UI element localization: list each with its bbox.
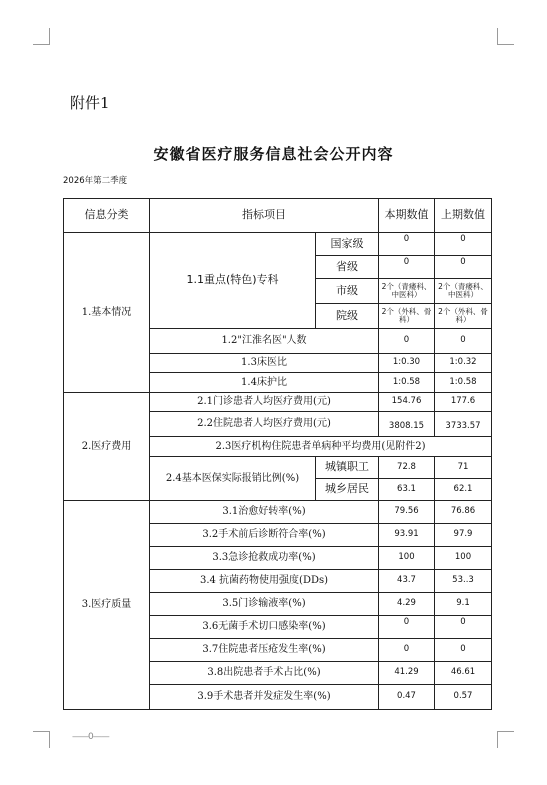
indicator-label: 3.6无菌手术切口感染率(%) xyxy=(150,616,379,639)
header-current: 本期数值 xyxy=(379,199,435,233)
current-value: 0.47 xyxy=(379,685,435,710)
previous-value: 2个（外科、骨科） xyxy=(435,304,492,329)
previous-value: 0 xyxy=(435,616,492,639)
current-value: 1:0.30 xyxy=(379,354,435,373)
specialty-label: 1.1重点(特色)专科 xyxy=(150,233,316,329)
reimbursement-item-label: 城镇职工 xyxy=(316,457,379,479)
previous-value: 0 xyxy=(435,233,492,256)
previous-value: 1:0.58 xyxy=(435,373,492,393)
indicator-label: 3.9手术患者并发症发生率(%) xyxy=(150,685,379,710)
current-value: 72.8 xyxy=(379,457,435,479)
indicator-label: 3.5门诊输液率(%) xyxy=(150,593,379,616)
current-value: 0 xyxy=(379,639,435,662)
table-row xyxy=(64,501,492,524)
current-value: 3808.15 xyxy=(379,412,435,437)
page-footer-mark: ——0—— xyxy=(72,732,109,742)
indicator-label: 3.4 抗菌药物使用强度(DDs) xyxy=(150,570,379,593)
previous-value: 46.61 xyxy=(435,662,492,685)
previous-value: 100 xyxy=(435,547,492,570)
crop-mark-top-right xyxy=(497,28,514,45)
category-quality: 3.医疗质量 xyxy=(64,501,150,710)
current-value: 2个（青痿科、中医科） xyxy=(379,279,435,304)
table-row xyxy=(64,233,492,256)
level-label: 市级 xyxy=(316,279,379,304)
previous-value: 177.6 xyxy=(435,393,492,412)
indicator-label: 2.1门诊患者人均医疗费用(元) xyxy=(150,393,379,412)
indicator-label: 3.1治愈好转率(%) xyxy=(150,501,379,524)
indicator-label: 3.8出院患者手术占比(%) xyxy=(150,662,379,685)
table-header-row xyxy=(64,199,492,233)
info-table xyxy=(63,198,492,710)
previous-value: 2个（青痿科、中医科） xyxy=(435,279,492,304)
report-period: 2026年第二季度 xyxy=(63,176,128,186)
header-category: 信息分类 xyxy=(64,199,150,233)
previous-value: 9.1 xyxy=(435,593,492,616)
indicator-label: 3.2手术前后诊断符合率(%) xyxy=(150,524,379,547)
crop-mark-bottom-left xyxy=(33,731,50,748)
previous-value: 1:0.32 xyxy=(435,354,492,373)
current-value: 79.56 xyxy=(379,501,435,524)
category-cost: 2.医疗费用 xyxy=(64,393,150,501)
header-previous: 上期数值 xyxy=(435,199,492,233)
current-value: 0 xyxy=(379,616,435,639)
indicator-label: 3.3急诊抢救成功率(%) xyxy=(150,547,379,570)
document-title: 安徽省医疗服务信息社会公开内容 xyxy=(153,145,394,163)
level-label: 省级 xyxy=(316,256,379,279)
current-value: 63.1 xyxy=(379,479,435,501)
previous-value: 97.9 xyxy=(435,524,492,547)
indicator-label: 1.2"江淮名医"人数 xyxy=(150,329,379,354)
indicator-label-2-3: 2.3医疗机构住院患者单病种平均费用(见附件2) xyxy=(150,437,492,457)
current-value: 43.7 xyxy=(379,570,435,593)
reimbursement-label: 2.4基本医保实际报销比例(%) xyxy=(150,457,316,501)
previous-value: 76.86 xyxy=(435,501,492,524)
current-value: 2个（外科、骨科） xyxy=(379,304,435,329)
previous-value: 0.57 xyxy=(435,685,492,710)
previous-value: 0 xyxy=(435,256,492,279)
current-value: 0 xyxy=(379,256,435,279)
previous-value: 3733.57 xyxy=(435,412,492,437)
previous-value: 53..3 xyxy=(435,570,492,593)
current-value: 154.76 xyxy=(379,393,435,412)
current-value: 0 xyxy=(379,329,435,354)
current-value: 41.29 xyxy=(379,662,435,685)
attachment-label: 附件1 xyxy=(70,94,110,112)
crop-mark-top-left xyxy=(33,28,50,45)
category-basic: 1.基本情况 xyxy=(64,233,150,393)
header-indicator: 指标项目 xyxy=(150,199,379,233)
previous-value: 71 xyxy=(435,457,492,479)
current-value: 1:0.58 xyxy=(379,373,435,393)
level-label: 国家级 xyxy=(316,233,379,256)
indicator-label: 1.3床医比 xyxy=(150,354,379,373)
indicator-label: 2.2住院患者人均医疗费用(元) xyxy=(150,412,379,437)
crop-mark-bottom-right xyxy=(497,731,514,748)
previous-value: 0 xyxy=(435,639,492,662)
level-label: 院级 xyxy=(316,304,379,329)
indicator-label: 3.7住院患者压疮发生率(%) xyxy=(150,639,379,662)
indicator-label: 1.4床护比 xyxy=(150,373,379,393)
table-row xyxy=(64,393,492,412)
previous-value: 0 xyxy=(435,329,492,354)
previous-value: 62.1 xyxy=(435,479,492,501)
current-value: 4.29 xyxy=(379,593,435,616)
reimbursement-item-label: 城乡居民 xyxy=(316,479,379,501)
current-value: 100 xyxy=(379,547,435,570)
current-value: 93.91 xyxy=(379,524,435,547)
current-value: 0 xyxy=(379,233,435,256)
